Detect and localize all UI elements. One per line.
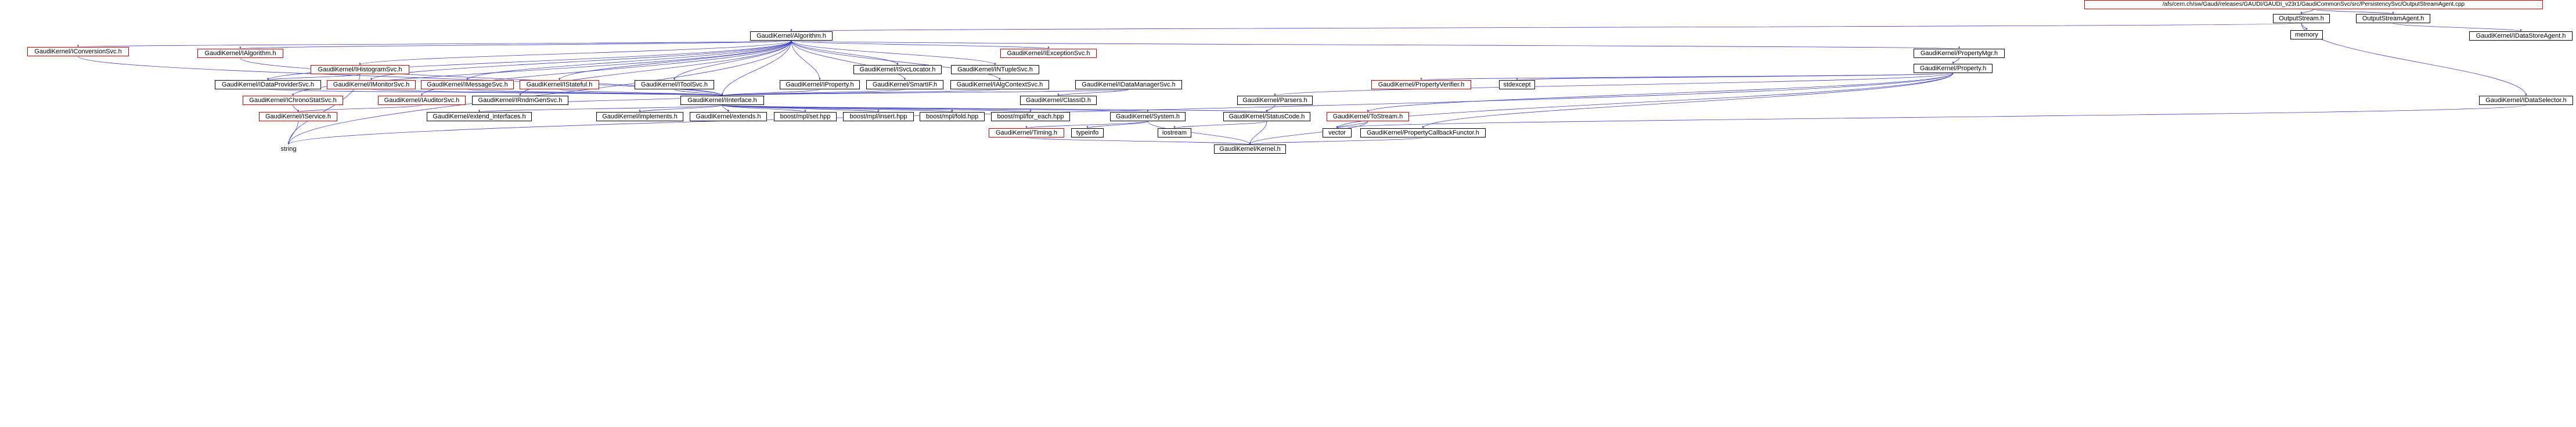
graph-node[interactable]: GaudiKernel/Algorithm.h <box>750 31 833 41</box>
graph-node[interactable]: GaudiKernel/IRndmGenSvc.h <box>472 96 568 105</box>
graph-node[interactable]: GaudiKernel/IProperty.h <box>780 80 860 89</box>
graph-node[interactable]: GaudiKernel/IMonitorSvc.h <box>327 80 416 89</box>
graph-node[interactable]: GaudiKernel/IHistogramSvc.h <box>311 65 409 74</box>
graph-node[interactable]: GaudiKernel/implements.h <box>596 112 683 121</box>
graph-node[interactable]: GaudiKernel/IMessageSvc.h <box>421 80 514 89</box>
graph-node[interactable]: GaudiKernel/Timing.h <box>989 128 1064 137</box>
graph-node[interactable]: GaudiKernel/System.h <box>1110 112 1186 121</box>
graph-node[interactable]: boost/mpl/for_each.hpp <box>991 112 1070 121</box>
graph-node[interactable]: boost/mpl/fold.hpp <box>920 112 985 121</box>
graph-node[interactable]: GaudiKernel/IAuditorSvc.h <box>378 96 466 105</box>
graph-node[interactable]: GaudiKernel/ToStream.h <box>1327 112 1409 121</box>
graph-node[interactable]: GaudiKernel/IDataManagerSvc.h <box>1075 80 1182 89</box>
graph-node[interactable]: GaudiKernel/PropertyMgr.h <box>1914 49 2005 58</box>
graph-node[interactable]: iostream <box>1158 128 1191 137</box>
graph-node[interactable]: GaudiKernel/IService.h <box>259 112 337 121</box>
graph-node[interactable]: GaudiKernel/extend_interfaces.h <box>427 112 532 121</box>
graph-node[interactable]: GaudiKernel/PropertyVerifier.h <box>1371 80 1471 89</box>
graph-node[interactable]: GaudiKernel/IToolSvc.h <box>635 80 714 89</box>
graph-node[interactable]: stdexcept <box>1499 80 1535 89</box>
graph-node[interactable]: vector <box>1323 128 1352 137</box>
graph-node[interactable]: /afs/cern.ch/sw/Gaudi/releases/GAUDI/GAUDI_v23r1/GaudiCommonSvc/src/PersistencySvc/OutputStreamAgent.cpp <box>2084 0 2543 9</box>
graph-node[interactable]: GaudiKernel/IConversionSvc.h <box>27 47 129 56</box>
graph-node[interactable]: typeinfo <box>1071 128 1104 137</box>
graph-node[interactable]: GaudiKernel/StatusCode.h <box>1223 112 1310 121</box>
graph-node[interactable]: GaudiKernel/IDataStoreAgent.h <box>2469 31 2573 41</box>
graph-node[interactable]: GaudiKernel/IInterface.h <box>680 96 764 105</box>
graph-node[interactable]: GaudiKernel/PropertyCallbackFunctor.h <box>1360 128 1486 137</box>
graph-node[interactable]: GaudiKernel/IAlgContextSvc.h <box>950 80 1049 89</box>
graph-node[interactable]: GaudiKernel/Parsers.h <box>1237 96 1313 105</box>
graph-node[interactable]: string <box>280 145 297 153</box>
graph-node[interactable]: GaudiKernel/IDataProviderSvc.h <box>215 80 321 89</box>
graph-node[interactable]: GaudiKernel/INTupleSvc.h <box>951 65 1039 74</box>
graph-node[interactable]: GaudiKernel/Kernel.h <box>1214 144 1286 154</box>
graph-node[interactable]: OutputStreamAgent.h <box>2356 14 2430 23</box>
graph-node[interactable]: GaudiKernel/IDataSelector.h <box>2479 96 2573 105</box>
graph-node[interactable]: GaudiKernel/IExceptionSvc.h <box>1000 49 1097 58</box>
graph-node[interactable]: memory <box>2290 30 2323 39</box>
graph-node[interactable]: GaudiKernel/ISvcLocator.h <box>853 65 942 74</box>
graph-node[interactable]: GaudiKernel/ClassID.h <box>1020 96 1097 105</box>
graph-node[interactable]: GaudiKernel/IStateful.h <box>520 80 599 89</box>
graph-node[interactable]: GaudiKernel/extends.h <box>690 112 767 121</box>
graph-node[interactable]: GaudiKernel/Property.h <box>1914 64 1993 73</box>
graph-node[interactable]: GaudiKernel/IAlgorithm.h <box>197 49 283 58</box>
graph-node[interactable]: boost/mpl/insert.hpp <box>843 112 914 121</box>
graph-node[interactable]: GaudiKernel/SmartIF.h <box>866 80 943 89</box>
graph-node[interactable]: boost/mpl/set.hpp <box>774 112 837 121</box>
graph-node[interactable]: OutputStream.h <box>2273 14 2330 23</box>
graph-node[interactable]: GaudiKernel/IChronoStatSvc.h <box>243 96 343 105</box>
